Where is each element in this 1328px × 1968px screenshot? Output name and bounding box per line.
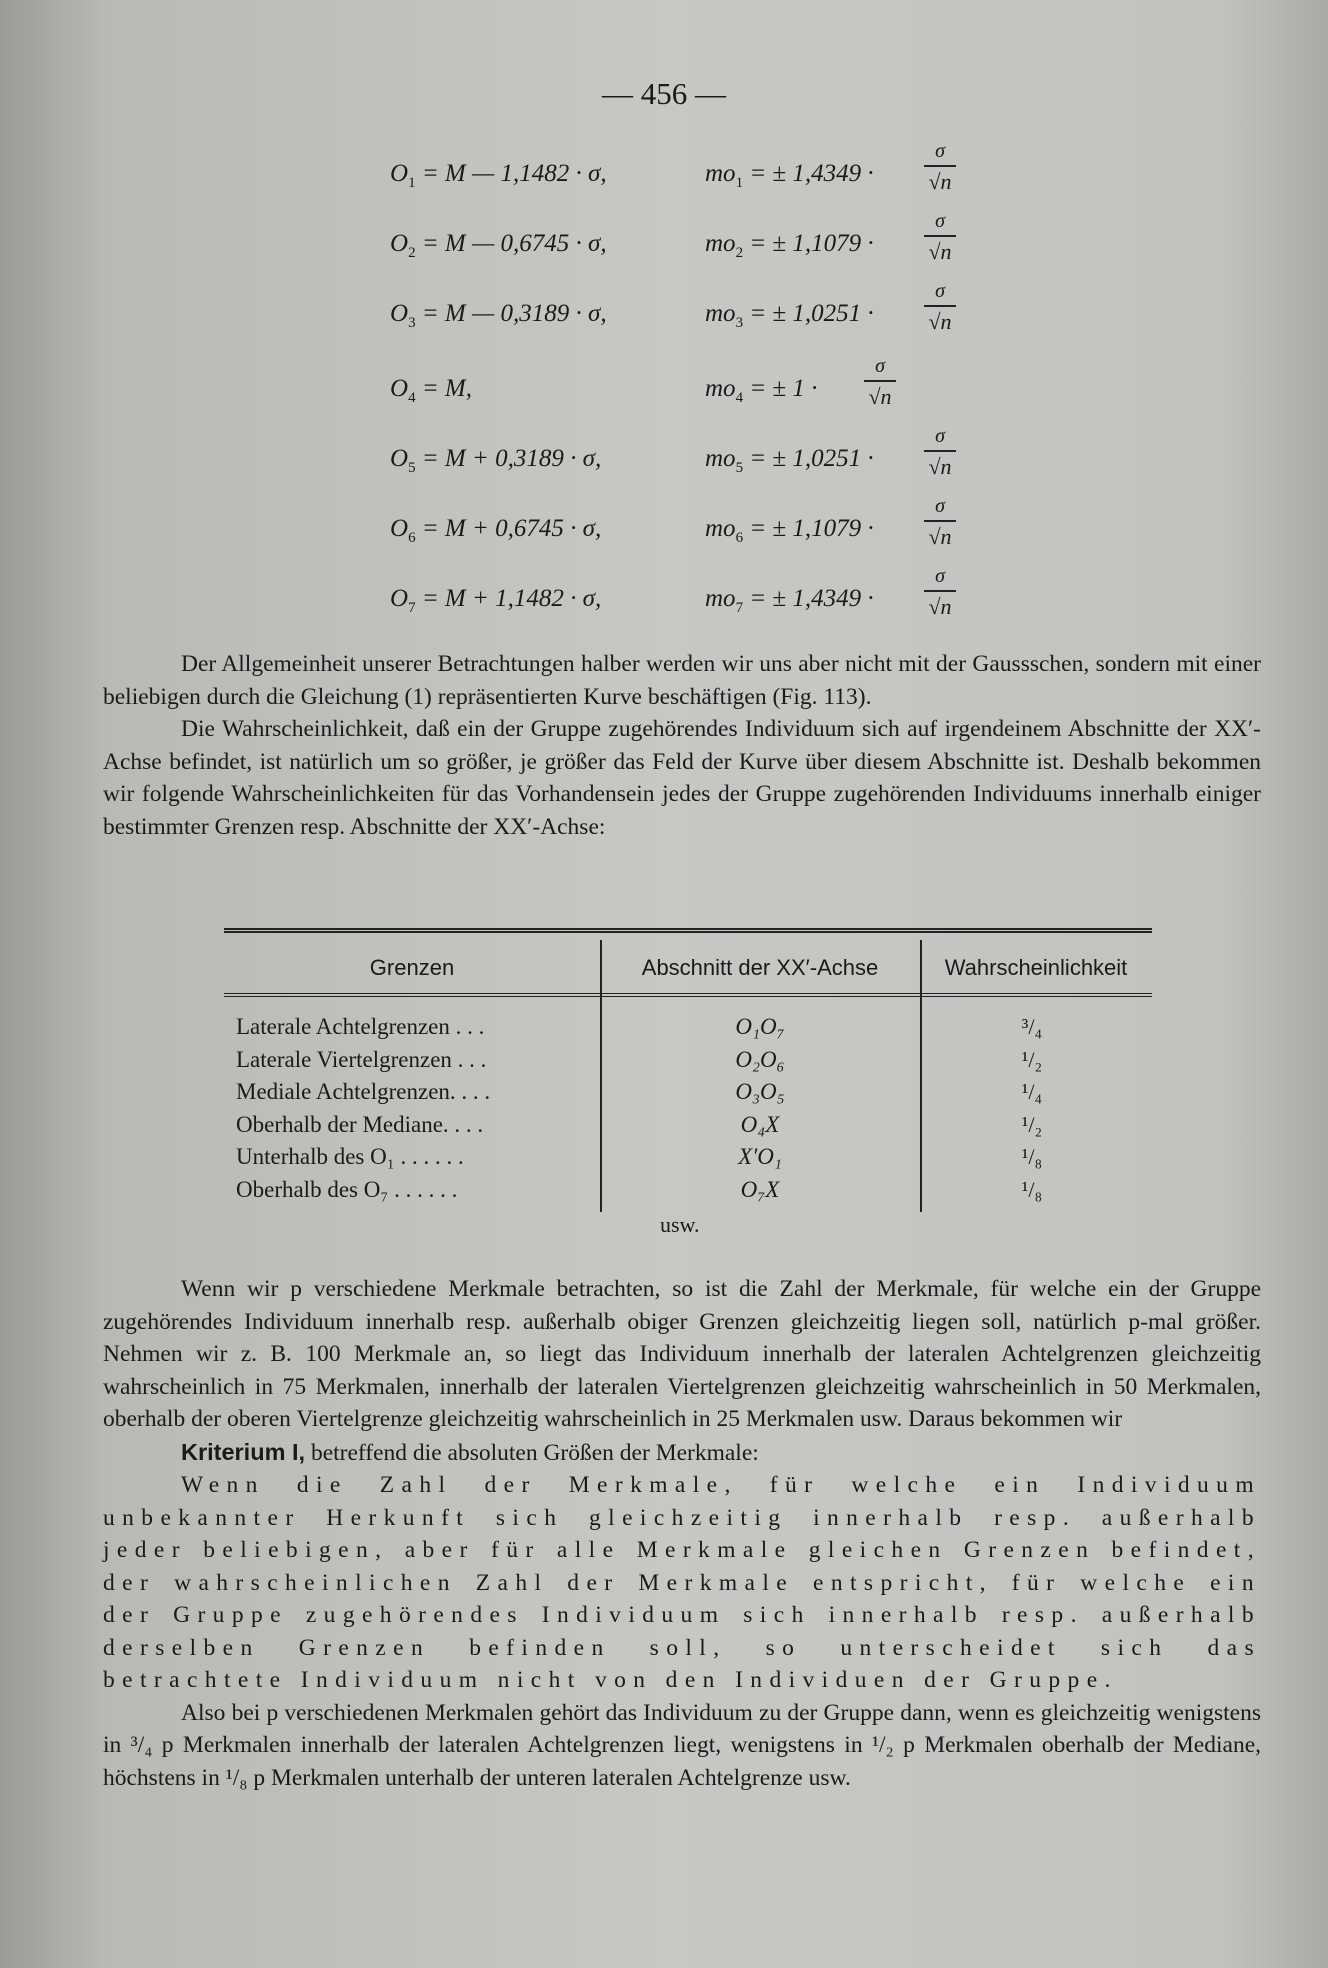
- table-cell-wahrscheinlichkeit: ¹/₄: [1021, 1079, 1043, 1104]
- mo-subscript: 1: [735, 175, 744, 191]
- sigma-over-root-n: [920, 280, 960, 335]
- criterion-heading: [103, 1436, 1261, 1470]
- table-header-rule: [224, 993, 1152, 997]
- equation-o: [390, 445, 601, 477]
- o-subscript: 3: [408, 315, 416, 331]
- sigma-over-root-n: [920, 425, 960, 480]
- fraction-numerator: σ: [935, 140, 945, 162]
- fraction-bar: [924, 165, 956, 167]
- o-rhs: = M + 1,1482 · σ,: [415, 585, 602, 612]
- fraction-numerator: σ: [935, 425, 945, 447]
- body-text-upper: [103, 648, 1261, 843]
- mo-rhs: = ± 1 ·: [743, 375, 818, 402]
- o-rhs: = M,: [415, 375, 473, 402]
- equation-mo: [705, 445, 874, 477]
- fraction-numerator: σ: [935, 280, 945, 302]
- table-cell-wahrscheinlichkeit: ¹/₂: [1021, 1111, 1043, 1137]
- table-cell-wahrscheinlichkeit: ³/₄: [1021, 1014, 1043, 1039]
- fraction-numerator: σ: [935, 565, 945, 587]
- fraction-bar: [924, 305, 956, 307]
- mo-rhs: = ± 1,4349 ·: [743, 160, 874, 187]
- o-rhs: = M — 0,6745 · σ,: [415, 230, 607, 257]
- mo-subscript: 7: [735, 600, 744, 616]
- equation-mo: [705, 160, 874, 192]
- mo-symbol: mo: [705, 300, 736, 327]
- o-rhs: = M + 0,6745 · σ,: [415, 515, 602, 542]
- table-cell-wahrscheinlichkeit: ¹/₈: [1021, 1176, 1043, 1202]
- equation-mo: [705, 300, 874, 332]
- equation-mo: [705, 230, 874, 262]
- criterion-text: Wenn die Zahl der Merkmale, für welche ein Individuum unbekannter Herkunft sich gleichzeitig innerhalb resp. außerhalb jeder beliebigen, aber für alle Merkmale gleichen Grenzen befindet, der wahrscheinlichen Zahl der Merkmale entspricht, für welche ein der Gruppe zugehörendes Individuum sich innerhalb resp. außerhalb derselben Grenzen befinden soll, so unterscheidet sich das betrachtete Individuum nicht von den Individuen der Gruppe.: [103, 1472, 1261, 1693]
- fraction-numerator: σ: [935, 495, 945, 517]
- fraction-denominator: √n: [928, 309, 952, 334]
- table-cell-abschnitt: O₃O₅: [735, 1079, 785, 1104]
- fraction-bar: [924, 235, 956, 237]
- paragraph-2: Die Wahrscheinlichkeit, daß ein der Gruppe zugehörendes Individuum sich auf irgendeinem Abschnitte der XX′-Achse befindet, ist natürlich um so größer, je größer das Feld der Kurve über diesem Abschnitte ist. Deshalb bekommen wir folgende Wahrscheinlichkeiten für das Vorhandensein jedes der Gruppe zugehörenden Individuums innerhalb einiger bestimmter Grenzen resp. Abschnitte der XX′-Achse:: [103, 716, 1261, 840]
- o-symbol: O: [390, 445, 409, 472]
- o-rhs: = M + 0,3189 · σ,: [415, 445, 602, 472]
- mo-subscript: 3: [735, 315, 744, 331]
- equation-o: [390, 375, 472, 407]
- table-cell-grenze: Oberhalb der Mediane. . . .: [236, 1111, 484, 1137]
- equation-o: [390, 515, 601, 547]
- table-cell-abschnitt: O₇X: [740, 1176, 780, 1202]
- mo-subscript: 6: [735, 530, 744, 546]
- table-cell-abschnitt: O₄X: [740, 1111, 780, 1137]
- fraction-denominator: √n: [928, 239, 952, 264]
- fraction-denominator: √n: [868, 384, 892, 409]
- fraction-bar: [864, 380, 896, 382]
- mo-rhs: = ± 1,1079 ·: [743, 515, 874, 542]
- fraction-denominator: √n: [928, 594, 952, 619]
- equation-mo: [705, 585, 874, 617]
- paragraph-4: Also bei p verschiedenen Merkmalen gehört das Individuum zu der Gruppe dann, wenn es gleichzeitig wenigstens in ³/₄ p Merkmalen innerhalb der lateralen Achtelgrenzen liegt, wenigstens in ¹/₂ p Merkmalen oberhalb der Mediane, höchstens in ¹/₈ p Merkmalen unterhalb der unteren lateralen Achtelgrenze usw.: [103, 1699, 1261, 1791]
- table-cell-grenze: Laterale Viertelgrenzen . . .: [236, 1046, 487, 1072]
- page-number: — 456 —: [602, 76, 726, 111]
- equation-mo: [705, 515, 874, 547]
- body-text-lower: [103, 1273, 1261, 1794]
- table-header-grenzen: Grenzen: [369, 955, 455, 980]
- paragraph-1: Der Allgemeinheit unserer Betrachtungen halber werden wir uns aber nicht mit der Gaussschen, sondern mit einer beliebigen durch die Gleichung (1) repräsentierten Kurve beschäftigen (Fig. 113).: [103, 651, 1261, 710]
- table-cell-grenze: Laterale Achtelgrenzen . . .: [236, 1014, 485, 1039]
- mo-subscript: 5: [735, 460, 744, 476]
- equation-o: [390, 230, 607, 262]
- mo-symbol: mo: [705, 230, 736, 257]
- o-subscript: 6: [408, 530, 416, 546]
- o-rhs: = M — 0,3189 · σ,: [415, 300, 607, 327]
- o-symbol: O: [390, 160, 409, 187]
- criterion-title: Kriterium I,: [181, 1438, 306, 1465]
- sigma-over-root-n: [920, 140, 960, 195]
- equation-mo: [705, 375, 817, 407]
- mo-symbol: mo: [705, 160, 736, 187]
- o-subscript: 2: [408, 245, 416, 261]
- equation-o: [390, 585, 601, 617]
- mo-rhs: = ± 1,0251 ·: [743, 300, 874, 327]
- sigma-over-root-n: [860, 355, 900, 410]
- criterion-subtitle: betreffend die absoluten Größen der Merkmale:: [305, 1439, 759, 1466]
- table-cell-grenze: Mediale Achtelgrenzen. . . .: [236, 1079, 491, 1104]
- table-cell-wahrscheinlichkeit: ¹/₈: [1021, 1144, 1043, 1169]
- mo-rhs: = ± 1,4349 ·: [743, 585, 874, 612]
- table-cell-grenze: Oberhalb des O₇ . . . . . .: [236, 1176, 458, 1202]
- fraction-numerator: σ: [875, 355, 885, 377]
- o-symbol: O: [390, 585, 409, 612]
- o-subscript: 4: [408, 390, 416, 406]
- equation-o: [390, 300, 607, 332]
- fraction-denominator: √n: [928, 524, 952, 549]
- mo-symbol: mo: [705, 445, 736, 472]
- o-subscript: 1: [408, 175, 416, 191]
- mo-symbol: mo: [705, 585, 736, 612]
- o-symbol: O: [390, 300, 409, 327]
- fraction-bar: [924, 450, 956, 452]
- table-cell-abschnitt: O₁O₇: [735, 1014, 785, 1039]
- table-cell-wahrscheinlichkeit: ¹/₂: [1021, 1046, 1043, 1072]
- mo-rhs: = ± 1,0251 ·: [743, 445, 874, 472]
- equation-o: [390, 160, 607, 192]
- o-symbol: O: [390, 230, 409, 257]
- o-symbol: O: [390, 375, 409, 402]
- table-usw: usw.: [660, 1212, 700, 1237]
- table-cell-grenze: Unterhalb des O₁ . . . . . .: [236, 1144, 464, 1169]
- mo-subscript: 4: [735, 390, 744, 406]
- mo-subscript: 2: [735, 245, 744, 261]
- table-top-rule: [224, 928, 1152, 933]
- fraction-denominator: √n: [928, 169, 952, 194]
- sigma-over-root-n: [920, 565, 960, 620]
- o-symbol: O: [390, 515, 409, 542]
- fraction-bar: [924, 590, 956, 592]
- o-subscript: 5: [408, 460, 416, 476]
- sigma-over-root-n: [920, 495, 960, 550]
- table-header-abschnitt: Abschnitt der XX′-Achse: [641, 955, 879, 980]
- fraction-denominator: √n: [928, 454, 952, 479]
- table-header-wahrscheinlichkeit: Wahrscheinlichkeit: [944, 955, 1128, 980]
- fraction-numerator: σ: [935, 210, 945, 232]
- fraction-bar: [924, 520, 956, 522]
- paragraph-3: Wenn wir p verschiedene Merkmale betrachten, so ist die Zahl der Merkmale, für welche ein der Gruppe zugehörendes Individuum innerhalb resp. außerhalb obiger Grenzen gleichzeitig liegen soll, natürlich p-mal größer. Nehmen wir z. B. 100 Merkmale an, so liegt das Individuum innerhalb der lateralen Achtelgrenzen gleichzeitig wahrscheinlich in 75 Merkmalen, innerhalb der lateralen Viertelgrenzen gleichzeitig wahrscheinlich in 50 Merkmalen, oberhalb der oberen Viertelgrenze gleichzeitig wahrscheinlich in 25 Merkmalen usw. Daraus bekommen wir: [103, 1276, 1261, 1432]
- mo-rhs: = ± 1,1079 ·: [743, 230, 874, 257]
- o-rhs: = M — 1,1482 · σ,: [415, 160, 607, 187]
- mo-symbol: mo: [705, 375, 736, 402]
- table-cell-abschnitt: X′O₁: [738, 1144, 782, 1169]
- o-subscript: 7: [408, 600, 416, 616]
- mo-symbol: mo: [705, 515, 736, 542]
- sigma-over-root-n: [920, 210, 960, 265]
- table-cell-abschnitt: O₂O₆: [735, 1046, 785, 1072]
